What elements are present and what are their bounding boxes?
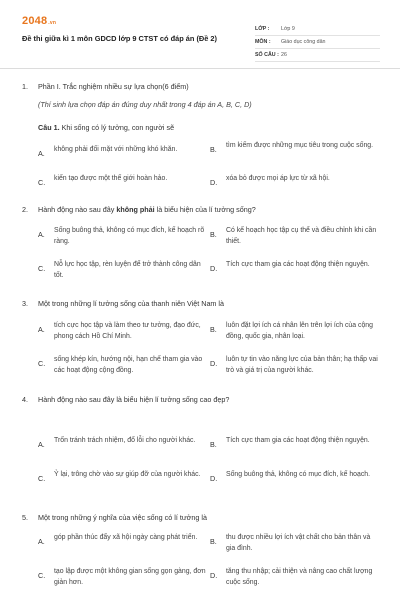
answer-option-a[interactable] — [38, 436, 210, 449]
meta-row-count — [255, 49, 380, 62]
answer-option-a[interactable] — [38, 533, 210, 546]
option-letter: A. — [38, 325, 45, 334]
answer-option-d[interactable] — [210, 355, 382, 376]
answer-option-d[interactable] — [210, 470, 382, 483]
answer-option-b[interactable] — [210, 321, 382, 342]
answer-option-b[interactable] — [210, 141, 382, 154]
option-text: tích cực học tập và làm theo tư tưởng, đạo đức, phong cách Hồ Chí Minh. — [54, 322, 201, 340]
option-letter: A. — [38, 537, 45, 546]
answer-option-a[interactable] — [38, 321, 210, 342]
question-text-part: là biểu hiện của lí tưởng sống? — [154, 205, 256, 214]
answer-option-a[interactable] — [38, 226, 210, 247]
option-letter: D. — [210, 264, 218, 273]
question-instruction: (Thí sinh lựa chọn đáp án đúng duy nhất trong 4 đáp án A, B, C, D) — [38, 100, 252, 109]
option-text: Trốn tránh trách nhiệm, đổ lỗi cho người khác. — [54, 437, 196, 444]
option-letter: D. — [210, 178, 218, 187]
option-text: tạo lập được một không gian sống gọn gàng, đơn giản hơn. — [54, 568, 206, 586]
question-text: Hành động nào sau đây là biểu hiện lí tưởng sống cao đẹp? — [38, 395, 230, 404]
sub-question-label: Câu 1. — [38, 123, 60, 132]
option-text: thu được nhiều lợi ích vật chất cho bản thân và gia đình. — [226, 534, 371, 552]
option-letter: D. — [210, 359, 218, 368]
option-text: Nỗ lực học tập, rèn luyện để trở thành công dân tốt. — [54, 261, 201, 279]
option-text: Sống buông thả, không có mục đích, kế hoạch. — [226, 471, 371, 478]
question-text-part: Hành động nào sau đây — [38, 205, 117, 214]
option-letter: C. — [38, 264, 46, 273]
question-text: Một trong những lí tưởng sống của thanh niên Việt Nam là — [38, 299, 225, 308]
option-letter: B. — [210, 537, 217, 546]
question-number: 3. — [22, 299, 28, 308]
answer-option-d[interactable] — [210, 260, 382, 273]
meta-row-class — [255, 23, 380, 36]
meta-key: MÔN : — [255, 39, 271, 45]
option-text: tăng thu nhập; cải thiện và nâng cao chất lượng cuộc sống. — [226, 568, 373, 586]
answer-option-a[interactable] — [38, 145, 210, 158]
option-letter: C. — [38, 474, 46, 483]
option-letter: A. — [38, 149, 45, 158]
option-letter: D. — [210, 571, 218, 580]
option-text: tìm kiếm được những mục tiêu trong cuộc sống. — [226, 142, 374, 149]
page-header — [22, 12, 380, 62]
meta-value: Lớp 9 — [281, 26, 295, 32]
option-letter: B. — [210, 440, 217, 449]
meta-value: 26 — [281, 52, 287, 58]
option-letter: D. — [210, 474, 218, 483]
option-letter: C. — [38, 359, 46, 368]
option-text: Có kế hoạch học tập cụ thể và điều chỉnh khi cần thiết. — [226, 227, 377, 245]
question-2-heading — [22, 205, 256, 214]
option-text: Sống buông thả, không có mục đích, kế hoạch rõ ràng. — [54, 227, 205, 245]
answer-option-c[interactable] — [38, 567, 210, 588]
header-divider — [0, 68, 400, 69]
option-text: Tích cực tham gia các hoạt động thiện nguyện. — [226, 261, 370, 268]
option-letter: C. — [38, 178, 46, 187]
site-logo[interactable] — [22, 15, 56, 27]
question-text-emphasis: không phải — [116, 205, 155, 214]
answer-option-d[interactable] — [210, 567, 382, 588]
question-5-heading — [22, 513, 207, 522]
question-4-heading — [22, 395, 229, 404]
option-text: xóa bỏ được mọi áp lực từ xã hội. — [226, 175, 330, 182]
question-text — [38, 205, 256, 214]
option-letter: B. — [210, 325, 217, 334]
logo-sub: .vn — [48, 20, 57, 26]
answer-option-c[interactable] — [38, 470, 210, 483]
option-text: kiến tạo được một thế giới hoàn hảo. — [54, 175, 168, 182]
option-text: không phải đối mặt với những khó khăn. — [54, 146, 178, 153]
answer-option-c[interactable] — [38, 174, 210, 187]
option-text: sống khép kín, hướng nội, hạn chế tham gia vào các hoạt động cộng đồng. — [54, 356, 203, 374]
answer-option-c[interactable] — [38, 260, 210, 281]
meta-value: Giáo dục công dân — [281, 39, 326, 45]
answer-option-d[interactable] — [210, 174, 382, 187]
option-letter: B. — [210, 145, 217, 154]
answer-option-b[interactable] — [210, 533, 382, 554]
page-title: Đề thi giữa kì 1 môn GDCD lớp 9 CTST có đáp án (Đề 2) — [22, 34, 217, 43]
meta-row-subject — [255, 36, 380, 49]
sub-question — [38, 123, 174, 132]
option-text: góp phần thúc đẩy xã hội ngày càng phát triển. — [54, 534, 198, 541]
option-letter: C. — [38, 571, 46, 580]
option-letter: A. — [38, 230, 45, 239]
exam-meta-table — [255, 23, 380, 62]
answer-option-b[interactable] — [210, 436, 382, 449]
question-1-heading — [22, 82, 189, 91]
option-letter: B. — [210, 230, 217, 239]
option-text: luôn tự tin vào năng lực của bản thân; hạ thấp vai trò và giá trị của người khác. — [226, 356, 378, 374]
option-text: luôn đặt lợi ích cá nhân lên trên lợi ích của cộng đồng, quốc gia, nhân loại. — [226, 322, 373, 340]
question-number: 1. — [22, 82, 28, 91]
answer-option-c[interactable] — [38, 355, 210, 376]
option-text: Tích cực tham gia các hoạt động thiện nguyện. — [226, 437, 370, 444]
question-number: 5. — [22, 513, 28, 522]
sub-question-text: Khi sống có lý tưởng, con người sẽ — [59, 123, 175, 132]
logo-main: 2048 — [22, 15, 48, 27]
option-letter: A. — [38, 440, 45, 449]
question-number: 4. — [22, 395, 28, 404]
option-text: Ỷ lại, trông chờ vào sự giúp đỡ của người khác. — [54, 471, 201, 478]
meta-key: LỚP : — [255, 26, 270, 32]
answer-option-b[interactable] — [210, 226, 382, 247]
question-number: 2. — [22, 205, 28, 214]
meta-key: SỐ CÂU : — [255, 52, 279, 58]
question-text: Một trong những ý nghĩa của việc sống có lí tưởng là — [38, 513, 207, 522]
question-text: Phần I. Trắc nghiệm nhiều sự lựa chọn(6 điểm) — [38, 82, 189, 91]
question-3-heading — [22, 299, 224, 308]
